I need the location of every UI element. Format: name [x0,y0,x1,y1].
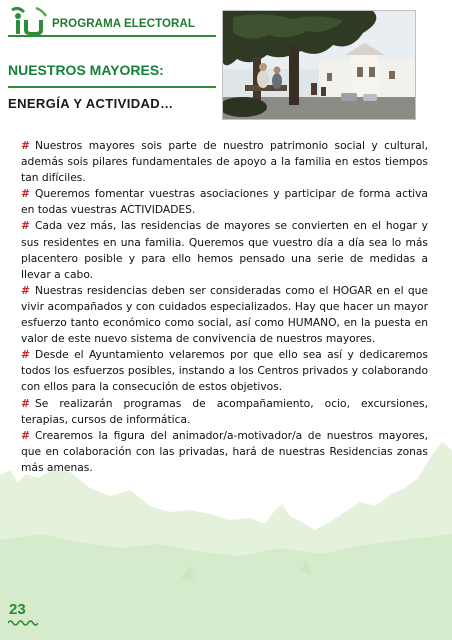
bullet-hash-icon: # [21,139,30,152]
paragraph-text: Cada vez más, las residencias de mayores se convierten en el hogar y sus residentes en una familia. Queremos que vuestro día a día sea lo más placentero posible y para ello hemos pensado una serie de medidas a llevar a cabo. [21,219,428,281]
program-paragraph [21,186,428,218]
document-header-title: PROGRAMA ELECTORAL [52,18,195,30]
paragraph-text: Se realizarán programas de acompañamiento, ocio, excursiones, terapias, cursos de informática. [21,396,428,426]
paragraph-text: Nuestras residencias deben ser consideradas como el HOGAR en el que vivir acompañados y con cuidados especializados. Hay que hacer un mayor esfuerzo tanto económico como social, así como HUMANO, en la puesta en valor de este nuevo sistema de convivencia de nuestros mayores. [21,283,428,346]
paragraph-text: Desde el Ayuntamiento velaremos por que ello sea así y dedicaremos todos los esfuerzos posibles, instando a los Centros privados y colaborando con ellos para la consecución de estos objetivos. [21,348,428,394]
paragraph-text: Queremos fomentar vuestras asociaciones y participar de forma activa en todas vuestras ACTIVIDADES. [21,187,428,217]
program-paragraph [21,347,428,395]
program-paragraph [21,396,428,428]
wave-ornament-icon [8,619,38,627]
paragraph-text: Nuestros mayores sois parte de nuestro patrimonio social y cultural, además sois pilares fundamentales de apoyo a la familia en estos tiempos tan difíciles. [21,139,428,185]
header-divider [8,35,216,37]
party-logo-icon [8,4,50,38]
program-paragraph [21,218,428,282]
bullet-hash-icon: # [21,396,30,410]
bullet-hash-icon: # [21,428,30,442]
section-divider [8,86,216,88]
page-number: 23 [9,601,26,618]
bullet-hash-icon: # [21,348,30,362]
program-paragraph [21,138,428,186]
section-title: NUESTROS MAYORES: [8,62,164,78]
section-subtitle: ENERGÍA Y ACTIVIDAD… [8,96,174,111]
program-body [21,138,428,476]
program-paragraph [21,283,428,347]
paragraph-text: Crearemos la figura del animador/a-motivador/a de nuestros mayores, que en colaboración con las privadas, hará de nuestras Residencias zonas más amenas. [21,428,428,474]
program-paragraph [21,428,428,476]
bullet-hash-icon: # [21,219,30,233]
bullet-hash-icon: # [21,187,30,201]
town-square-photo [222,10,416,120]
bullet-hash-icon: # [21,283,30,297]
